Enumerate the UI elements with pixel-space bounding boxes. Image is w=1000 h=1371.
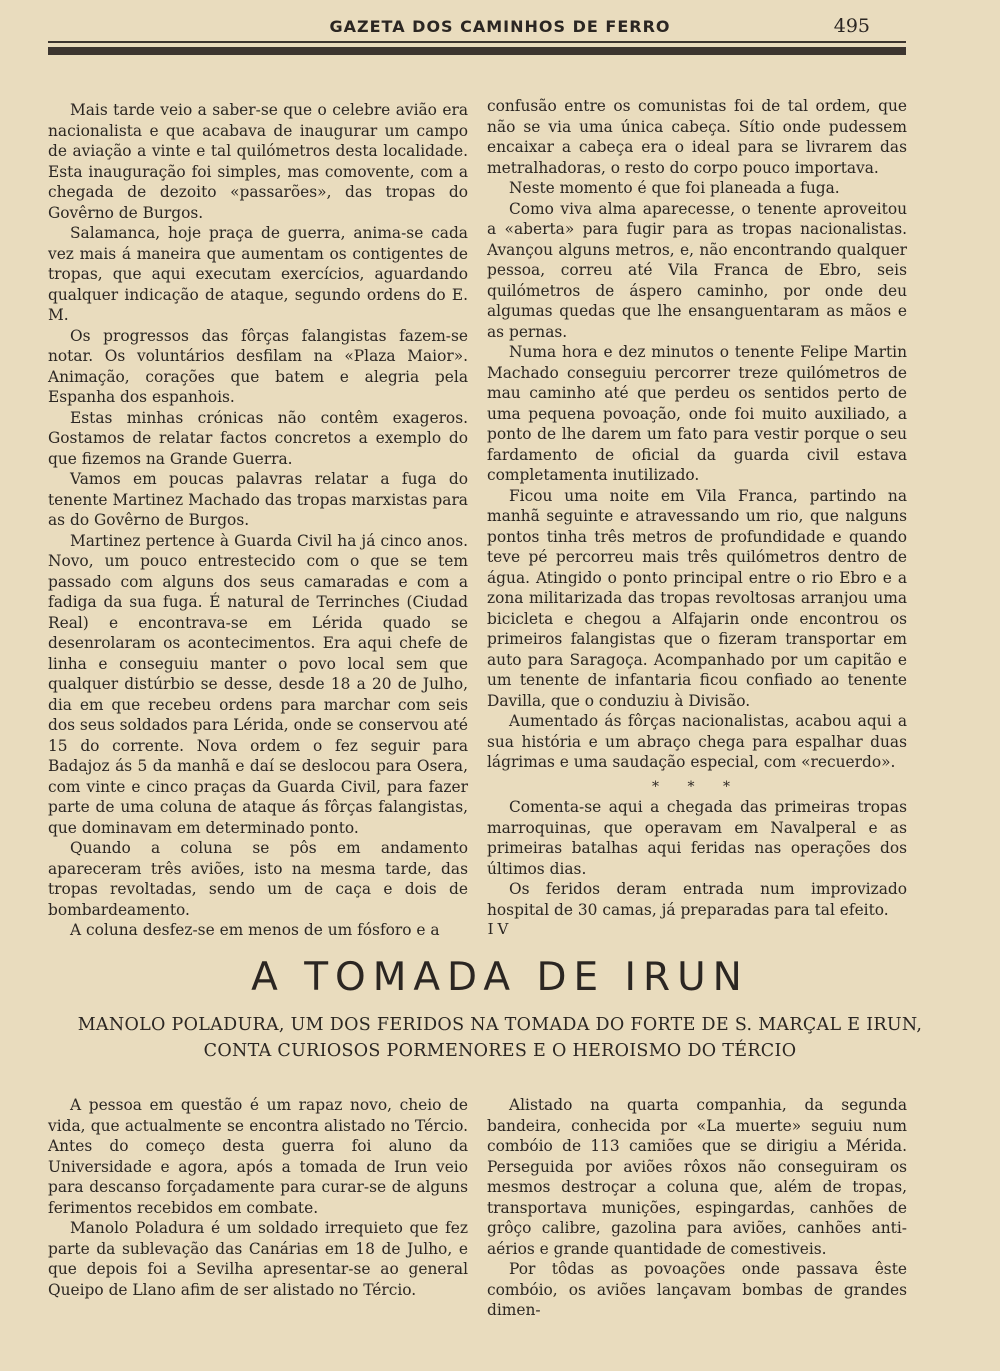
paragraph: Comenta-se aqui a chegada das primeiras tropas marroquinas, que operavam em Navalperal e as primeiras batalhas aqui feridas nas operações dos últimos dias. [487, 798, 907, 878]
paragraph: A pessoa em questão é um rapaz novo, cheio de vida, que actualmente se encontra alistado no Tércio. Antes do começo desta guerra foi aluno da Universidade e agora, após a tomada de Irun veio para descanso forçadamente para curar-se de alguns ferimentos recebidos em combate. [48, 1096, 468, 1217]
paragraph: Os feridos deram entrada num improvizado hospital de 30 camas, já preparadas para tal efeito. [487, 880, 907, 919]
paragraph: Aumentado ás fôrças nacionalistas, acabou aqui a sua história e um abraço chega para espalhar duas lágrimas e uma saudação especial, com «recuerdo». [487, 712, 907, 771]
paragraph: Ficou uma noite em Vila Franca, partindo na manhã seguinte e atravessando um rio, que nalguns pontos tinha três metros de profundidade e quando teve pé percorreu mais três quilómetros dentro de água. Atingido o ponto principal entre o rio Ebro e a zona militarizada das tropas revoltosas arranjou uma bicicleta e chegou a Alfajarin onde encontrou os primeiros falangistas que o fizeram transportar em auto para Saragoça. Acompanhado por um capitão e um tenente de infantaria ficou confiado ao tenente Davilla, que o conduziu à Divisão. [487, 486, 907, 710]
paragraph: Alistado na quarta companhia, da segunda bandeira, conhecida por «La muerte» seguiu num combóio de 113 camiões que se dirigiu a Mérida. Perseguida por aviões rôxos não conseguiram os mesmos destroçar a coluna que, além de tropas, transportava munições, espingardas, canhões de grôço calibre, gazolina para aviões, canhões anti-aérios e grande quantidade de comestiveis. [487, 1096, 907, 1258]
paragraph: Numa hora e dez minutos o tenente Felipe Martin Machado conseguiu percorrer treze quilómetros de mau caminho até que perdeu os sentidos perto de uma pequena povoação, onde foi muito auxiliado, a ponto de lhe darem um fato para vestir porque o seu fardamento de oficial da guarda civil estava completamenta inutilizado. [487, 343, 907, 484]
paragraph: confusão entre os comunistas foi de tal ordem, que não se via uma única cabeça. Sítio onde pudessem encaixar a cabeça era o ideal para se livrarem das metralhadoras, o resto do corpo pouco importava. [487, 97, 907, 177]
paragraph: Por tôdas as povoações onde passava êste combóio, os aviões lançavam bombas de grandes dimen- [487, 1260, 907, 1319]
paragraph: Quando a coluna se pôs em andamento apareceram três aviões, isto na mesma tarde, das tropas revoltadas, sendo um de caça e dois de bombardeamento. [48, 839, 468, 919]
paragraph: Manolo Poladura é um soldado irrequieto que fez parte da sublevação das Canárias em 18 de Julho, e que depois foi a Sevilha apresentar-se ao general Queipo de Llano afim de ser alistado no Tércio. [48, 1219, 468, 1299]
article-subheadline [40, 1012, 960, 1064]
paragraph: Vamos em poucas palavras relatar a fuga do tenente Martinez Machado das tropas marxistas para as do Govêrno de Burgos. [48, 470, 468, 529]
paragraph: Como viva alma aparecesse, o tenente aproveitou a «aberta» para fugir para as tropas nacionalistas. Avançou alguns metros, e, não encontrando qualquer pessoa, correu até Vila Franca de Ebro, seis quilómetros de áspero caminho, por onde deu algumas quedas que lhe ensanguentaram as mãos e as pernas. [487, 199, 907, 341]
paragraph: A coluna desfez-se em menos de um fósforo e a [70, 921, 440, 939]
paragraph: Os progressos das fôrças falangistas fazem-se notar. Os voluntários desfilam na «Plaza Maior». Animação, corações que batem e alegria pela Espanha dos espanhois. [48, 326, 468, 406]
article-column-right-bottom [487, 1095, 907, 1321]
subheadline-line: MANOLO POLADURA, UM DOS FERIDOS NA TOMADA DO FORTE DE S. MARÇAL E IRUN, [77, 1015, 923, 1035]
article-column-left-bottom [48, 1095, 468, 1300]
section-separator-stars: * * * [652, 778, 742, 795]
header-rule-thick [48, 47, 906, 55]
page-number: 495 [833, 15, 870, 37]
header-rule-thin [48, 41, 906, 43]
section-number: IV [487, 920, 513, 938]
paragraph: Salamanca, hoje praça de guerra, anima-se cada vez mais á maneira que aumentam os contigentes de tropas, que aqui executam exercícios, aguardando qualquer indicação de ataque, segundo ordens do E. M. [48, 224, 468, 324]
paragraph: Neste momento é que foi planeada a fuga. [509, 179, 840, 197]
article-headline: A TOMADA DE IRUN [251, 955, 749, 1000]
page-header-title: GAZETA DOS CAMINHOS DE FERRO [329, 17, 671, 36]
paragraph: Estas minhas crónicas não contêm exageros. Gostamos de relatar factos concretos a exemplo do que fizemos na Grande Guerra. [48, 408, 468, 468]
article-column-left-top [48, 100, 468, 941]
paragraph: Martinez pertence à Guarda Civil ha já cinco anos. Novo, um pouco entrestecido com o que se tem passado com alguns dos seus camaradas e com a fadiga da sua fuga. É natural de Terrinches (Ciudad Real) e encontrava-se em Lérida quado se desenrolaram os acontecimentos. Era aqui chefe de linha e conseguiu manter o povo local sem que qualquer distúrbio se desse, desde 18 a 20 de Julho, dia em que recebeu ordens para marchar com seis dos seus soldados para Lérida, onde se conservou até 15 do corrente. Nova ordem o fez seguir para Badajoz ás 5 da manhã e daí se deslocou para Osera, com vinte e cinco praças da Guarda Civil, para fazer parte de uma coluna de ataque ás fôrças falangistas, que dominavam em determinado ponto. [48, 531, 468, 837]
subheadline-line: CONTA CURIOSOS PORMENORES E O HEROISMO DO TÉRCIO [203, 1041, 797, 1061]
article-column-right-top [487, 96, 907, 920]
paragraph: Mais tarde veio a saber-se que o celebre avião era nacionalista e que acabava de inaugurar um campo de aviação a vinte e tal quilómetros desta localidade. Esta inauguração foi simples, mas comovente, com a chegada de dezoito «passarões», das tropas do Govêrno de Burgos. [48, 101, 468, 222]
